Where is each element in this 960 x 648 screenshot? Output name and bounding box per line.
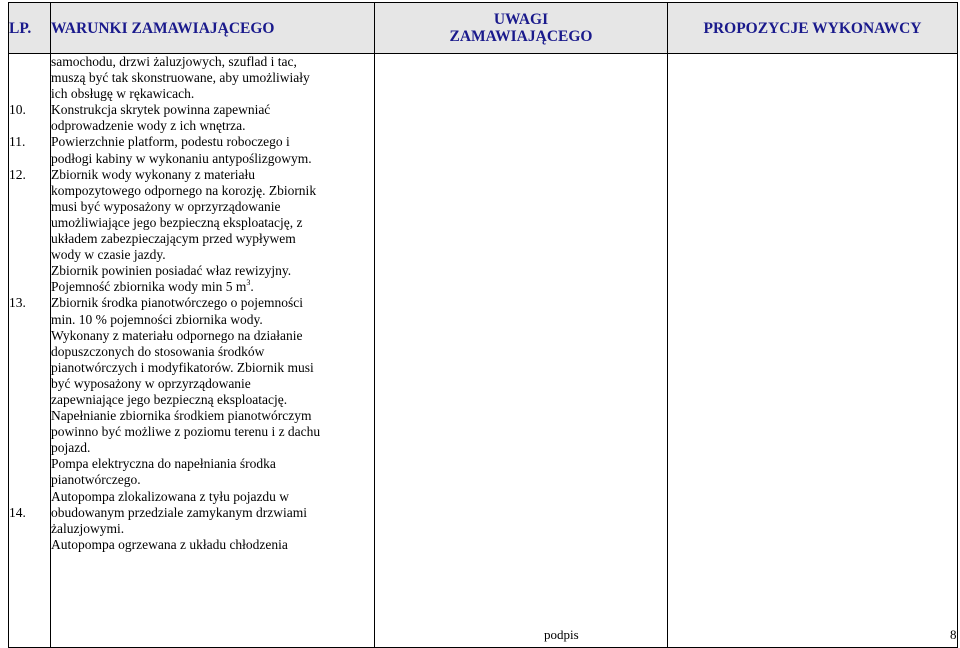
- item-10-text: Konstrukcja skrytek powinna zapewniać odprowadzenie wody z ich wnętrza.: [51, 102, 271, 134]
- page-number: 8: [950, 627, 957, 642]
- header-uwagi-line1: UWAGI: [493, 11, 549, 28]
- item-number-10: 10.: [9, 102, 26, 118]
- item-14-text: Autopompa zlokalizowana z tyłu pojazdu w obudowanym przedziale zamykanym drzwiami żaluzjowymi. Autopompa ogrzewana z układu chłodzenia: [51, 488, 308, 552]
- header-uwagi: [375, 3, 668, 54]
- item-12-text: Zbiornik wody wykonany z materiału kompozytowego odpornego na korozję. Zbiornik musi być wyposażony w oprzyrządowanie umożliwiające jego bezpieczną eksploatację, z układem zabezpieczającym przed wypływem wody w czasie jazdy. Zbiornik powinien posiadać właz rewizyjny. Pojemność zbiornika wody min 5 $m^3$.: [51, 167, 374, 296]
- requirements-table: [8, 2, 958, 648]
- item-13-text: Zbiornik środka pianotwórczego o pojemności min. 10 % pojemności zbiornika wody. Wykonany z materiału odpornego na działanie dopuszczonych do stosowania środków pianotwórczych i modyfikatorów. Zbiornik musi być wyposażony w oprzyrządowanie zapewniające jego bezpieczną eksploatację. Napełnianie zbiornika środkiem pianotwórczym powinno być możliwe z poziomu terenu i z dachu pojazd. Pompa elektryczna do napełniania środka pianotwórczego.: [51, 295, 321, 488]
- table-header-row: [9, 3, 958, 54]
- table-row: [9, 54, 958, 648]
- capacity-line: Pojemność zbiornika wody min 5 $m^3$.: [51, 278, 254, 295]
- item-number-11: 11.: [9, 134, 26, 150]
- item-11-text: Powierzchnie platform, podestu roboczego i podłogi kabiny w wykonaniu antypoślizgowym.: [51, 134, 312, 166]
- header-uwagi-line2: ZAMAWIAJĄCEGO: [449, 28, 593, 45]
- uwagi-column: [375, 54, 668, 648]
- header-warunki: WARUNKI ZAMAWIAJĄCEGO: [51, 3, 375, 54]
- header-lp: LP.: [9, 3, 51, 54]
- item-number-12: 12.: [9, 166, 26, 182]
- propozycje-column: [668, 54, 958, 648]
- item-number-14: 14.: [9, 504, 26, 520]
- item-number-13: 13.: [9, 295, 26, 311]
- requirements-column: [51, 54, 375, 648]
- signature-label: podpis: [544, 627, 579, 642]
- lp-column: [9, 54, 51, 648]
- continuation-text: samochodu, drzwi żaluzjowych, szuflad i tac, muszą być tak skonstruowane, aby umożliwiały ich obsługę w rękawicach.: [51, 54, 310, 102]
- header-propozycje: PROPOZYCJE WYKONAWCY: [668, 3, 958, 54]
